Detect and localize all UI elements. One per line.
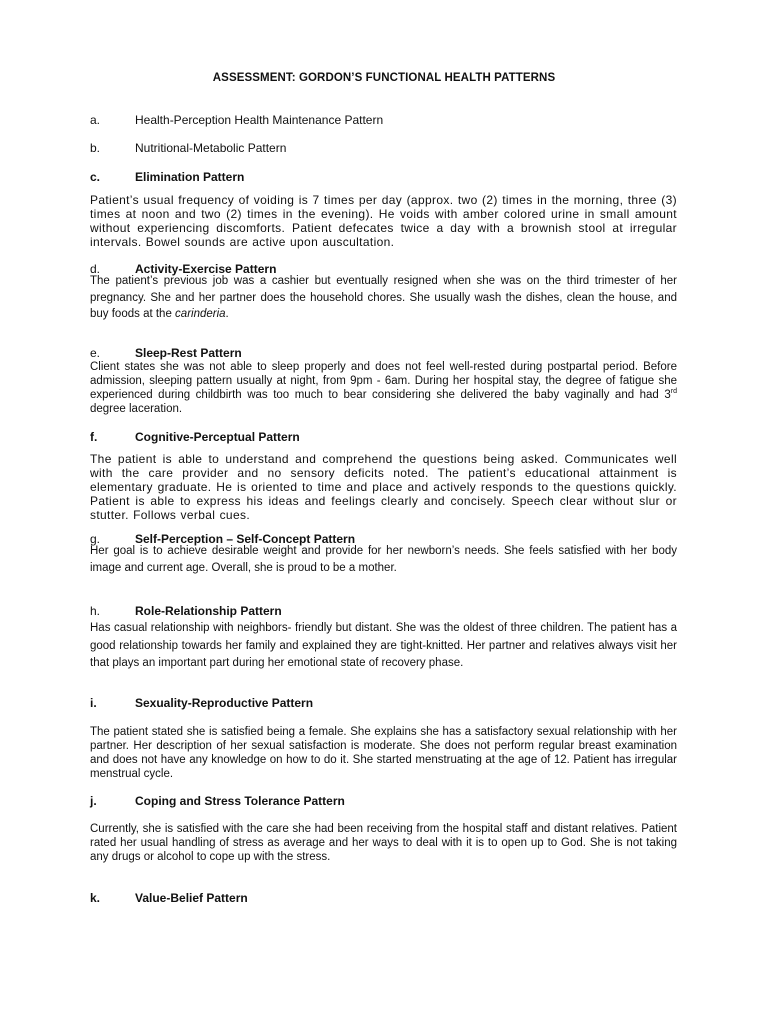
section-title: Self-Perception – Self-Concept Pattern — [135, 532, 356, 546]
section-title: Elimination Pattern — [135, 170, 245, 184]
section-h-heading — [90, 604, 680, 619]
section-title: Sexuality-Reproductive Pattern — [135, 696, 314, 710]
section-e-text-main: Client states she was not able to sleep properly and does not feel well-rested during postpartal period. Before admission, sleeping pattern usually at night, from 9pm - 6am. During her hospital stay, the degree of fatigue she experienced during childbirth was too much to bear considering she delivered the baby vaginally and had 3 — [90, 361, 677, 401]
section-title: Sleep-Rest Pattern — [135, 346, 242, 360]
section-e-text-end: degree laceration. — [90, 403, 183, 415]
section-h-text: Has casual relationship with neighbors- friendly but distant. She was the oldest of three children. The patient has a good relationship towards her family and explained they are tight-knitted. Her partner and relatives always visit her that plays an important part during her emotional state of recovery phase. — [90, 622, 677, 669]
section-g-text: Her goal is to achieve desirable weight and provide for her newborn’s needs. She feels satisfied with her body image and current age. Overall, she is proud to be a mother. — [90, 545, 677, 574]
section-d-text-main: The patient’s previous job was a cashier but eventually resigned when she was on the third trimester of her pregnancy. She and her partner does the household chores. She usually wash the dishes, clean the house, and buy foods at the — [90, 275, 677, 320]
section-i-heading — [90, 696, 680, 711]
section-letter: i. — [90, 696, 97, 710]
section-f-heading — [90, 430, 680, 445]
section-f-text: The patient is able to understand and comprehend the questions being asked. Communicates well with the care provider and no sensory deficits noted. The patient’s educational attainment is elementary graduate. He is oriented to time and place and actively responds to the questions quickly. Patient is able to express his ideas and feelings clearly and concisely. Speech clear without slur or stutter. Follows verbal cues. — [90, 452, 677, 522]
section-letter: f. — [90, 430, 98, 444]
page-title: ASSESSMENT: GORDON’S FUNCTIONAL HEALTH PATTERNS — [212, 72, 556, 84]
section-e-text-superscript: rd — [670, 388, 677, 396]
section-title: Cognitive-Perceptual Pattern — [135, 430, 300, 444]
section-title: Health-Perception Health Maintenance Pattern — [135, 113, 384, 127]
section-d-text — [90, 273, 677, 323]
section-c-heading — [90, 170, 680, 185]
section-d-text-end: . — [225, 308, 229, 320]
section-j-heading — [90, 794, 680, 809]
section-b-heading — [90, 141, 680, 156]
section-letter: g. — [90, 532, 101, 546]
section-letter: h. — [90, 604, 101, 618]
section-e-text — [90, 360, 677, 416]
section-letter: a. — [90, 113, 101, 127]
section-title: Activity-Exercise Pattern — [135, 262, 277, 276]
section-letter: j. — [90, 794, 97, 808]
section-title: Role-Relationship Pattern — [135, 604, 282, 618]
section-title: Coping and Stress Tolerance Pattern — [135, 794, 345, 808]
section-letter: e. — [90, 346, 101, 360]
section-letter: c. — [90, 170, 101, 184]
section-letter: k. — [90, 891, 101, 905]
section-letter: b. — [90, 141, 101, 155]
section-e-heading — [90, 346, 680, 361]
section-i-text: The patient stated she is satisfied being a female. She explains she has a satisfactory sexual relationship with her partner. Her description of her sexual satisfaction is moderate. She does not perform regular breast examination and does not have any knowledge on how to do it. She started menstruating at the age of 12. Patient has irregular menstrual cycle. — [90, 726, 677, 780]
section-letter: d. — [90, 262, 101, 276]
section-j-text: Currently, she is satisfied with the care she had been receiving from the hospital staff and distant relatives. Patient rated her usual handling of stress as average and her ways to deal with it is to open up to God. She is not taking any drugs or alcohol to cope up with the stress. — [90, 823, 677, 863]
section-c-text: Patient’s usual frequency of voiding is 7 times per day (approx. two (2) times in the morning, three (3) times at noon and two (2) times in the evening). He voids with amber colored urine in small amount without experiencing discomforts. Patient defecates twice a day with a brownish stool at irregular intervals. Bowel sounds are active upon auscultation. — [90, 193, 677, 249]
section-k-heading — [90, 891, 680, 906]
section-d-text-italic: carinderia — [175, 308, 226, 320]
section-a-heading — [90, 113, 680, 128]
section-title: Nutritional-Metabolic Pattern — [135, 141, 287, 155]
section-title: Value-Belief Pattern — [135, 891, 248, 905]
